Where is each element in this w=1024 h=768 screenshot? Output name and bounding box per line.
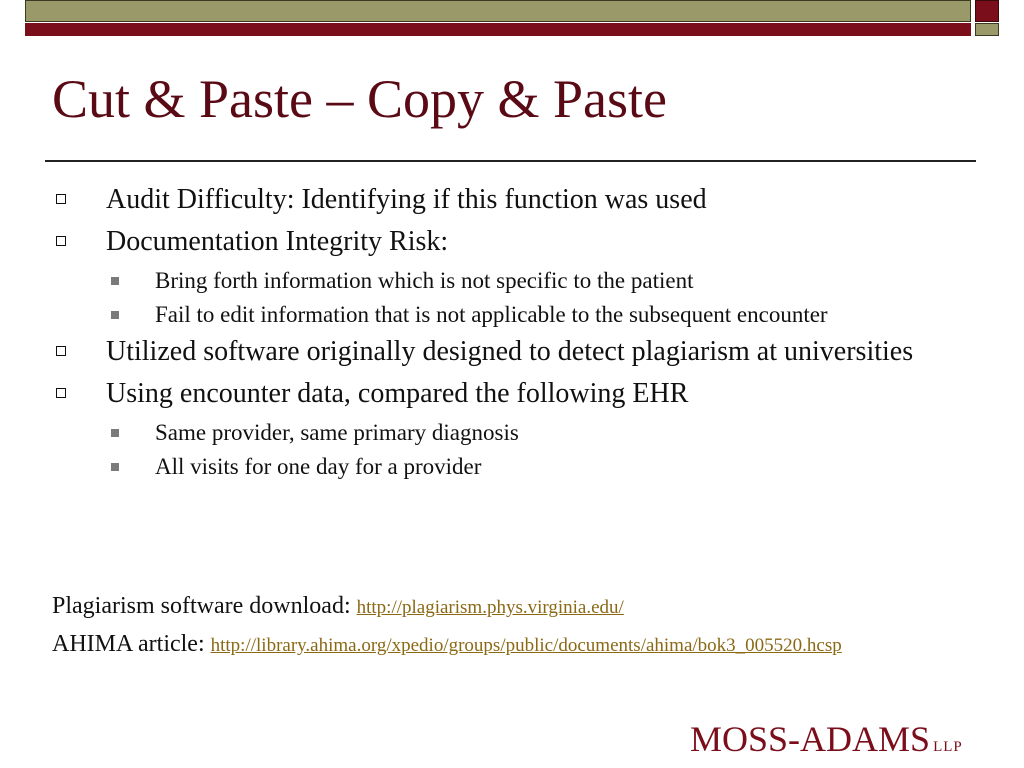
bullet-item (52, 374, 952, 414)
bullet-text: Using encounter data, compared the following EHR (106, 378, 689, 409)
ahima-article-link[interactable]: http://library.ahima.org/xpedio/groups/public/documents/ahima/bok3_005520.hcsp (210, 635, 842, 656)
hollow-square-bullet-icon (56, 346, 66, 356)
reference-label: Plagiarism software download: (52, 593, 351, 619)
logo-suffix: LLP (933, 739, 963, 755)
olive-square (975, 23, 999, 36)
sub-bullet-item (52, 416, 952, 450)
bullet-item (52, 180, 952, 220)
bullet-text: Audit Difficulty: Identifying if this function was used (106, 184, 707, 215)
header-decoration (25, 0, 999, 38)
bullet-list (52, 180, 952, 484)
filled-square-bullet-icon (111, 311, 119, 319)
plagiarism-software-link[interactable]: http://plagiarism.phys.virginia.edu/ (356, 597, 624, 618)
red-square (975, 0, 999, 22)
filled-square-bullet-icon (111, 429, 119, 437)
filled-square-bullet-icon (111, 277, 119, 285)
sub-bullet-item (52, 264, 952, 298)
reference-links (52, 588, 842, 664)
hollow-square-bullet-icon (56, 236, 66, 246)
olive-bar (25, 0, 971, 22)
hollow-square-bullet-icon (56, 388, 66, 398)
slide-title: Cut & Paste – Copy & Paste (52, 69, 668, 129)
reference-line (52, 626, 842, 664)
reference-label: AHIMA article: (52, 631, 205, 657)
sub-bullet-text: All visits for one day for a provider (155, 454, 482, 479)
red-bar (25, 23, 971, 36)
bullet-text: Utilized software originally designed to detect plagiarism at universities (106, 336, 914, 367)
bullet-item (52, 222, 952, 262)
sub-bullet-text: Same provider, same primary diagnosis (155, 420, 519, 445)
sub-bullet-item (52, 298, 952, 332)
moss-adams-logo (690, 718, 963, 760)
reference-line (52, 588, 842, 626)
bullet-item (52, 332, 952, 372)
sub-bullet-text: Bring forth information which is not specific to the patient (155, 268, 694, 293)
filled-square-bullet-icon (111, 463, 119, 471)
logo-name: MOSS-ADAMS (690, 719, 931, 759)
sub-bullet-text: Fail to edit information that is not applicable to the subsequent encounter (155, 302, 828, 327)
bullet-text: Documentation Integrity Risk: (106, 226, 449, 257)
hollow-square-bullet-icon (56, 194, 66, 204)
title-divider (45, 160, 976, 162)
sub-bullet-item (52, 450, 952, 484)
